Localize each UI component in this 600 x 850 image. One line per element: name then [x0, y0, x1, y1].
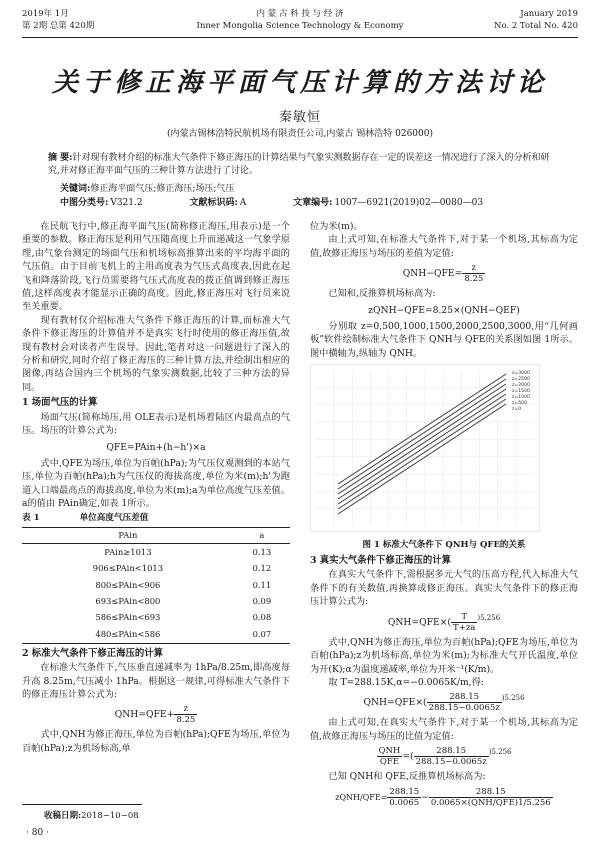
footnote-rule [22, 804, 142, 805]
received-date: 收稿日期:2018−10−08 [44, 811, 139, 821]
intro-paragraph-1: 在民航飞行中,修正海平面气压(简称修正海压,用表示)是一个重要的参数。修正海压是利用气压随高度上升而递减这一气象学原理,由气象台测定的场面气压和机场标高推算出来的平均海平面的气压值。由于目前飞机上的主用高度表为气压式高度表,因此在起飞和降落阶段,飞行员需要将气压式高度表的拨正值调到修正海压值,这样高度表才能显示正确的高度。因此,修正海压对飞行员来说至关重要。 [22, 221, 290, 313]
equation-ratio: $\frac{\text{QNH}}{\text{QFE}}$ =( $\frac{288.15}{288.15-0.0065z}$ $^{)5.256}$ [378, 746, 512, 768]
left-column [22, 220, 290, 755]
paper-title: 关于修正海平面气压计算的方法讨论 [51, 68, 548, 98]
figure-1-caption: 图 1 标准大气条件下 QNH与 QFE的关系 [362, 539, 526, 550]
keywords-label: 关键词: [60, 184, 91, 194]
header-rule [22, 37, 578, 38]
table-row: 800≤PAin<906 0.11 [95, 579, 272, 590]
section-3-paragraph-3: 取 T=288.15K,α=−0.0065K/m,得: [328, 676, 484, 688]
section-3-heading: 3 真实大气条件下修正海压的计算 [310, 555, 452, 567]
right-paragraph-1: 由上式可知,在标准大气条件下,对于某一个机场,其标高为定值,故修正海压与场压的差值为定值: [310, 234, 578, 259]
section-3-paragraph-2: 式中,QNH为修正海压,单位为百帕(hPa);QFE为场压,单位为百帕(hPa);z为机场标高,单位为米(m);为标准大气开氏温度,单位为开(K);α为温度递减率,单位为开米⁻¹(K/m)。 [310, 636, 578, 675]
equation-standard-qnh: QNH=QFE+ $\frac{z}{8.25}$ [114, 704, 196, 726]
header-issue-cn: 第 2期 总第 420期 [22, 21, 95, 31]
section-1-paragraph-2: 式中,QFE为场压,单位为百帕(hPa);为气压仪观测到的本站气压,单位为百帕(hPa);h为气压仪的海拔高度,单位为米(m);h'为跑道入口端最高点的海拔高度,单位为米(m);a为单位高度气压差值。a的值由 PAin确定,如表 1所示。 [22, 457, 290, 510]
legend-label: z=0 [512, 407, 522, 413]
table-row: 906≤PAin<1013 0.12 [92, 563, 272, 574]
abstract-text: 针对现有教材介绍的标准大气条件下修正海压的计算结果与气象实测数据存在一定的误差这一情况进行了深入的分析和研究,并对修正海平面气压的三种计算方法进行了讨论。 [48, 153, 550, 176]
section-2-paragraph-1: 在标准大气条件下,气压垂直递减率为 1hPa/8.25m,即高度每升高 8.25m,气压减小 1hPa。根据这一规律,可得标准大气条件下的修正海压计算公式为: [22, 662, 290, 700]
section-2-paragraph-2: 式中,QNH为修正海压,单位为百帕(hPa);QFE为场压,单位为百帕(hPa);z为机场标高,单 [22, 729, 290, 754]
legend-label: z=2500 [512, 377, 530, 383]
right-paragraph-3: 分别取 z=0,500,1000,1500,2000,2500,3000,用“几何画板”软件绘制标准大气条件下 QNH与 QFE的关系图如图 1所示。图中横轴为,纵轴为 QNH。 [310, 321, 578, 359]
table-1-caption: 表 1 单位高度气压差值 [22, 512, 149, 523]
legend-label: z=1500 [512, 389, 530, 395]
legend-label: z=500 [512, 401, 528, 407]
legend-label: z=1000 [512, 395, 530, 401]
legend-label: z=3000 [512, 371, 530, 377]
article-number: 文章编号: 1007—6921(2019)02—0080—03 [293, 198, 484, 208]
table-row: 480≤PAin<586 0.07 [22, 626, 290, 643]
table-row: PAin≥1013 0.13 [104, 546, 272, 557]
table-header-a: a [234, 527, 290, 543]
keywords [60, 181, 552, 194]
legend-label: z=2000 [512, 383, 530, 389]
right-column [310, 220, 578, 811]
table-header-pain: PAin [22, 527, 234, 543]
figure-1-chart [310, 364, 540, 532]
header-date-en: January 2019 [520, 9, 578, 19]
right-paragraph-4: 由上式可知,在真实大气条件下,对于某一个机场,其标高为定值,故修正海压与场压的比值为定值: [310, 717, 578, 742]
intro-paragraph-2: 现有教材仅介绍标准大气条件下修正海压的计算,而标准大气条件下修正海压的计算值并不是真实飞行时使用的修正海压值,故现有教材会对读者产生误导。因此,笔者对这一问题进行了深入的分析和研究,同时介绍了修正海压的三种计算方法,并绘制出相应的图像,再结合国内三个机场的气象实测数据,比较了三种方法的异同。 [22, 314, 290, 393]
section-2-heading: 2 标准大气条件下修正海压的计算 [22, 647, 164, 659]
clc-code: 中图分类号: V321.2 [60, 198, 143, 208]
header-right [494, 8, 578, 32]
keywords-text: 修正海平面气压;修正海压;场压;气压 [90, 184, 235, 194]
abstract [48, 152, 552, 178]
header-issue-en: No. 2 Total No. 420 [494, 21, 578, 31]
author-name: 秦敏恒 [278, 110, 321, 125]
equation-real-qnh-numeric: QNH=QFE×( $\frac{288.15}{288.15-0.0065z}$ $^{)5.256}$ [363, 692, 525, 714]
abstract-label: 摘 要: [48, 153, 73, 163]
equation-real-qnh: QNH=QFE×( $\frac{T}{T+za}$ $^{)5.256}$ [387, 611, 501, 633]
table-row: 586≤PAin<693 0.08 [95, 612, 272, 623]
right-paragraph-5: 已知 QNH和 QFE,反推算机场标高为: [328, 771, 486, 783]
equation-elevation-real: zQNH/QFE= $\frac{288.15}{0.0065}$ − $\frac{288.15}{\text{0.0065×(QNH/QFE)1/5.256}}$ [335, 786, 551, 808]
equation-field-pressure: QFE=PAin+(h−h')×a [106, 441, 206, 453]
author-affiliation: (内蒙古锡林浩特民航机场有限责任公司,内蒙古 锡林浩特 026000) [167, 129, 433, 139]
section-3-paragraph-1: 在真实大气条件下,需根据多元大气的压高方程,代入标准大气条件下的有关数值,再换算成修正海压。真实大气条件下的修正海压计算公式为: [310, 569, 578, 608]
section-1-paragraph-1: 场面气压(简称场压,用 OLE表示)是机场着陆区内最高点的气压。场压的计算公式为: [22, 411, 290, 437]
journal-name-en: Inner Mongolia Science Technology & Economy [196, 21, 404, 31]
equation-difference: QNH−QFE= $\frac{z}{8.25}$ [402, 263, 484, 285]
table-row: 693≤PAin<800 0.09 [95, 596, 272, 607]
header-date-cn: 2019年 1月 [22, 9, 69, 19]
section-1-heading: 1 场面气压的计算 [22, 397, 98, 409]
table-1 [22, 512, 290, 644]
doc-code: 文献标识码: A [189, 198, 247, 208]
classification-line [60, 195, 560, 208]
right-paragraph-0: 位为米(m)。 [310, 221, 363, 232]
page-number: · 80 · [26, 828, 49, 838]
equation-elevation-standard: zQNH−QFE=8.25×(QNH−QEF) [368, 304, 520, 316]
right-paragraph-2: 已知和,反推算机场标高为: [328, 288, 436, 300]
journal-name-cn: 内 蒙 古 科 技 与 经 济 [256, 9, 344, 19]
